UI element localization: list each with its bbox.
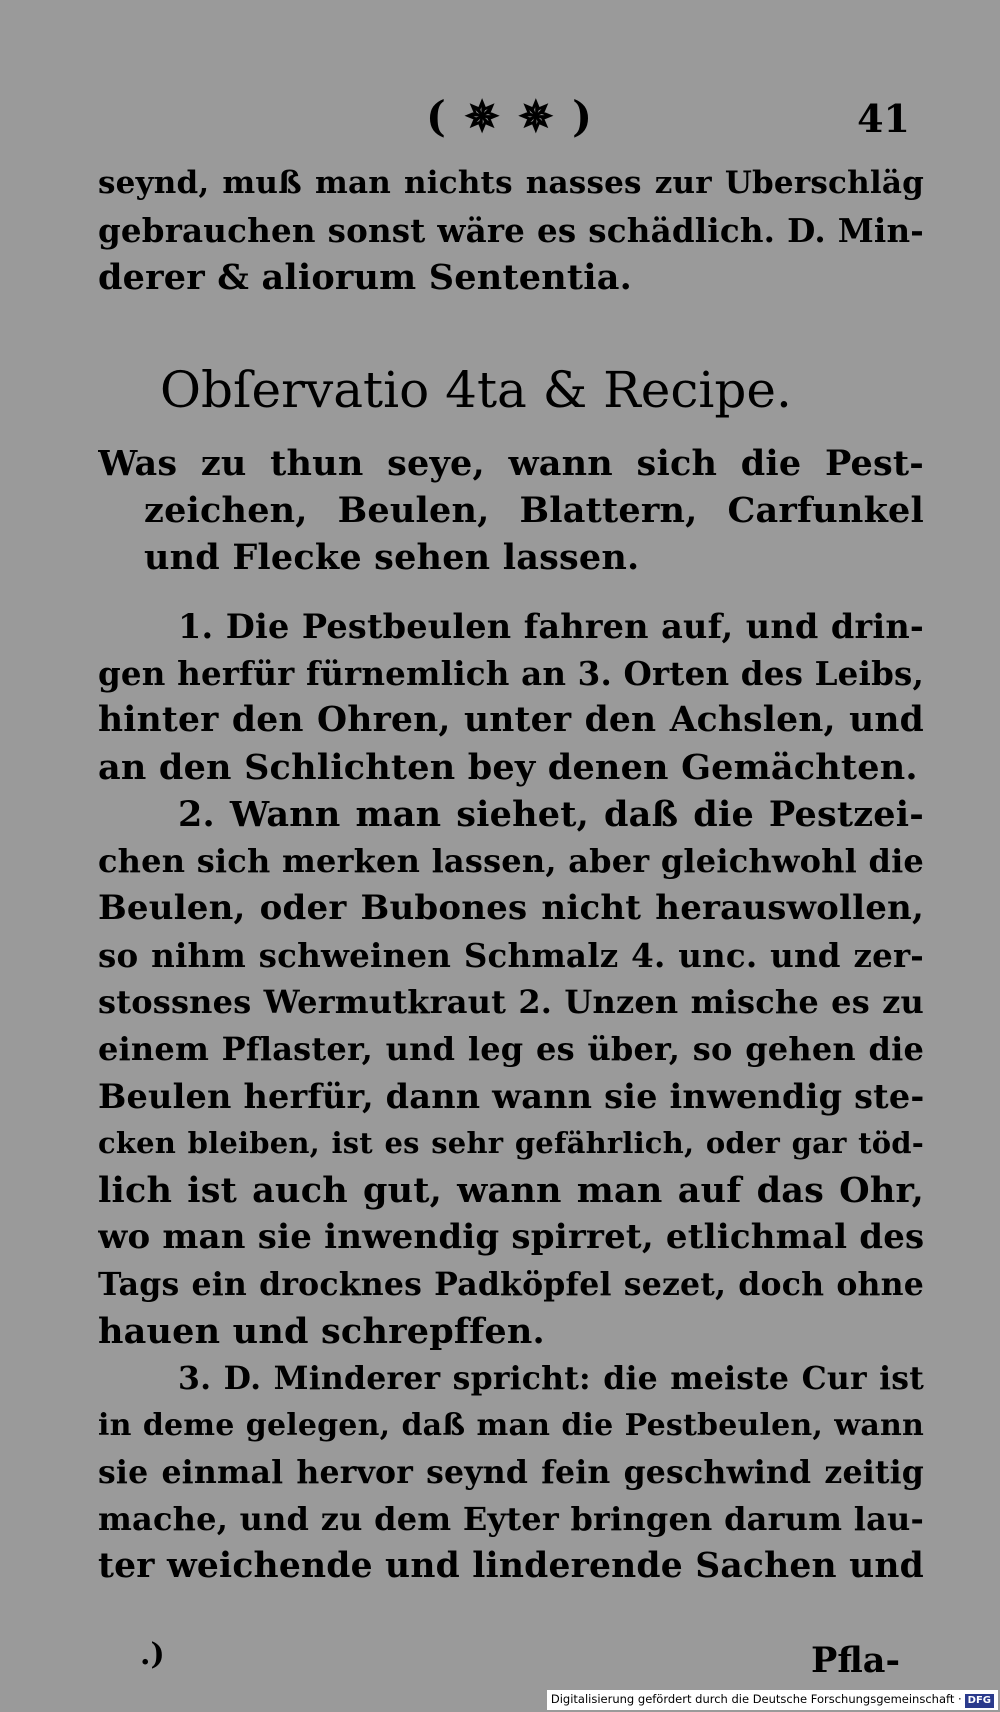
text-line: derer & aliorum Sententia.: [98, 257, 632, 298]
text-line: stossnes Wermutkraut 2. Unzen mische es zu: [98, 983, 924, 1021]
intro-paragraph: [98, 160, 924, 301]
section-heading: [98, 440, 924, 581]
body-text: [98, 603, 924, 1590]
text-line: Was zu thun seye, wann sich die Pest-: [98, 443, 924, 484]
catchword: Pfla-: [811, 1640, 900, 1681]
text-line: lich ist auch gut, wann man auf das Ohr,: [98, 1170, 924, 1211]
text-line: Beulen, oder Bubones nicht herauswollen,: [98, 888, 924, 928]
signature-mark: .): [140, 1637, 165, 1672]
text-line: gen herfür fürnemlich an 3. Orten des Leibs,: [98, 654, 924, 693]
text-line: und Flecke sehen lassen.: [144, 537, 640, 578]
text-line: 3. D. Minderer spricht: die meiste Cur ist: [178, 1360, 924, 1397]
text-line: wo man sie inwendig spirret, etlichmal des: [98, 1217, 924, 1257]
text-line: cken bleiben, ist es sehr gefährlich, oder gar töd-: [98, 1126, 924, 1160]
footer-text: Digitalisierung gefördert durch die Deutsche Forschungsgemeinschaft ·: [550, 1692, 962, 1706]
text-line: 1. Die Pestbeulen fahren auf, und drin-: [178, 607, 924, 646]
page-header-ornament: ( ✵ ✵ ): [426, 92, 594, 141]
text-line: 2. Wann man siehet, daß die Pestzei-: [178, 794, 924, 835]
text-line: hinter den Ohren, unter den Achslen, und: [98, 700, 924, 740]
digitization-footer: [547, 1690, 998, 1710]
section-title: Obſervatio 4ta & Recipe.: [160, 361, 792, 419]
text-line: sie einmal hervor seynd fein geschwind zeitig: [98, 1454, 924, 1491]
text-line: zeichen, Beulen, Blattern, Carfunkel: [144, 490, 924, 531]
text-line: chen sich merken lassen, aber gleichwohl die: [98, 842, 924, 880]
page-number: 41: [857, 96, 910, 141]
text-line: so nihm schweinen Schmalz 4. unc. und zer-: [98, 936, 924, 975]
text-line: seynd, muß man nichts nasses zur Uberschläg: [98, 165, 924, 201]
text-line: in deme gelegen, daß man die Pestbeulen, wann: [98, 1408, 924, 1443]
text-line: an den Schlichten bey denen Gemächten.: [98, 747, 918, 788]
text-line: gebrauchen sonst wäre es schädlich. D. Min-: [98, 211, 924, 250]
text-line: hauen und schrepffen.: [98, 1311, 545, 1352]
text-line: Beulen herfür, dann wann sie inwendig ste-: [98, 1077, 924, 1116]
text-line: mache, und zu dem Eyter bringen darum lau-: [98, 1500, 924, 1538]
text-line: ter weichende und linderende Sachen und: [98, 1546, 924, 1586]
dfg-logo-icon: DFG: [965, 1694, 994, 1708]
text-line: einem Pflaster, und leg es über, so gehen die: [98, 1030, 924, 1068]
text-line: Tags ein drocknes Padköpfel sezet, doch ohne: [98, 1266, 924, 1303]
